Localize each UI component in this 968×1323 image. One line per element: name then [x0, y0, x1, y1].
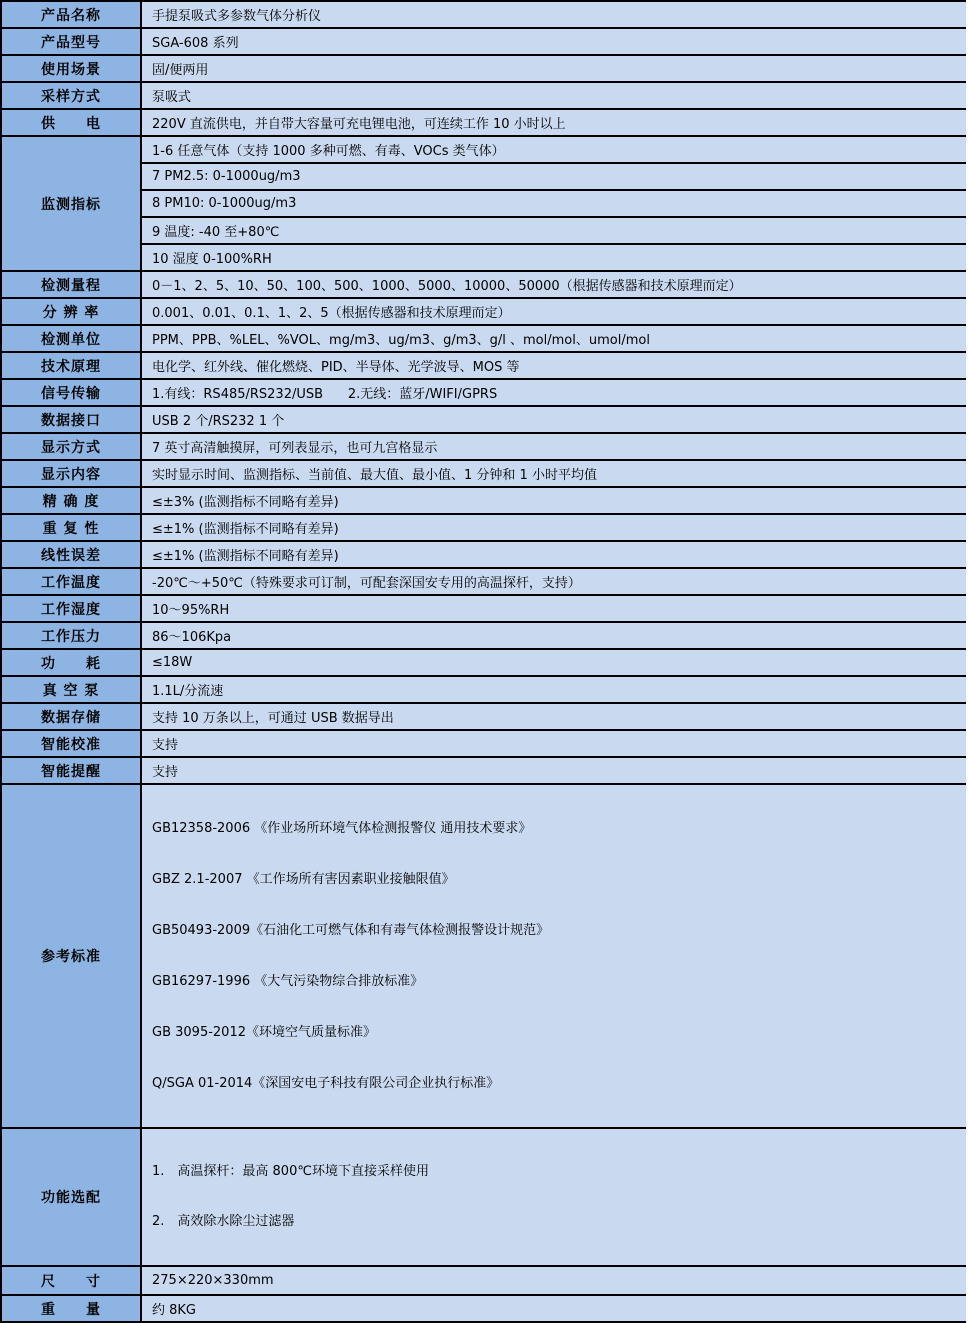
spec-label-working-pressure: 工作压力 [1, 622, 141, 649]
spec-value-monitoring-indicator-1: 1-6 任意气体（支持 1000 多种可燃、有毒、VOCs 类气体） [141, 136, 966, 163]
table-row [1, 190, 966, 217]
spec-value-accuracy: ≤±3% (监测指标不同略有差异) [141, 487, 966, 514]
spec-label-reference-standards: 参考标准 [1, 784, 141, 1128]
spec-label-repeatability: 重 复 性 [1, 514, 141, 541]
spec-value-monitoring-indicator-2: 7 PM2.5: 0-1000ug/m3 [141, 163, 966, 190]
spec-value-data-storage: 支持 10 万条以上，可通过 USB 数据导出 [141, 703, 966, 730]
spec-value-reference-standards [141, 784, 966, 1128]
standard-line: Q/SGA 01-2014《深国安电子科技有限公司企业执行标准》 [152, 1076, 500, 1091]
spec-label-technical-principle: 技术原理 [1, 352, 141, 379]
spec-label-resolution: 分 辨 率 [1, 298, 141, 325]
table-row [1, 1128, 966, 1266]
spec-value-working-temperature: -20℃～+50℃（特殊要求可订制，可配套深国安专用的高温探杆，支持） [141, 568, 966, 595]
standard-line: GB16297-1996 《大气污染物综合排放标准》 [152, 974, 424, 989]
table-row [1, 730, 966, 757]
spec-label-working-humidity: 工作湿度 [1, 595, 141, 622]
standard-line: GB 3095-2012《环境空气质量标准》 [152, 1025, 376, 1040]
table-row [1, 433, 966, 460]
spec-value-working-pressure: 86～106Kpa [141, 622, 966, 649]
spec-value-optional-features [141, 1128, 966, 1266]
spec-label-weight: 重 量 [1, 1295, 141, 1322]
spec-value-data-interface: USB 2 个/RS232 1 个 [141, 406, 966, 433]
spec-label-linearity-error: 线性误差 [1, 541, 141, 568]
table-row [1, 460, 966, 487]
spec-label-smart-calibration: 智能校准 [1, 730, 141, 757]
table-row [1, 406, 966, 433]
spec-label-detection-range: 检测量程 [1, 271, 141, 298]
spec-label-optional-features: 功能选配 [1, 1128, 141, 1266]
spec-value-technical-principle: 电化学、红外线、催化燃烧、PID、半导体、光学波导、MOS 等 [141, 352, 966, 379]
spec-value-repeatability: ≤±1% (监测指标不同略有差异) [141, 514, 966, 541]
spec-label-power-consumption: 功 耗 [1, 649, 141, 676]
spec-value-power-supply: 220V 直流供电，并自带大容量可充电锂电池，可连续工作 10 小时以上 [141, 109, 966, 136]
spec-label-dimensions: 尺 寸 [1, 1266, 141, 1295]
table-row [1, 514, 966, 541]
spec-label-product-name: 产品名称 [1, 1, 141, 28]
optional-feature-line: 2. 高效除水除尘过滤器 [152, 1214, 295, 1229]
table-row [1, 568, 966, 595]
spec-value-display-mode: 7 英寸高清触摸屏，可列表显示，也可九宫格显示 [141, 433, 966, 460]
spec-value-smart-reminder: 支持 [141, 757, 966, 784]
table-row [1, 379, 966, 406]
table-row [1, 55, 966, 82]
standard-line: GB50493-2009《石油化工可燃气体和有毒气体检测报警设计规范》 [152, 923, 550, 938]
table-row [1, 676, 966, 703]
table-row [1, 487, 966, 514]
spec-value-linearity-error: ≤±1% (监测指标不同略有差异) [141, 541, 966, 568]
spec-label-detection-units: 检测单位 [1, 325, 141, 352]
spec-value-resolution: 0.001、0.01、0.1、1、2、5（根据传感器和技术原理而定） [141, 298, 966, 325]
spec-value-monitoring-indicator-4: 9 温度: -40 至+80℃ [141, 217, 966, 244]
spec-value-signal-transmission: 1.有线：RS485/RS232/USB 2.无线：蓝牙/WIFI/GPRS [141, 379, 966, 406]
spec-value-product-name: 手提泵吸式多参数气体分析仪 [141, 1, 966, 28]
spec-label-usage-scenario: 使用场景 [1, 55, 141, 82]
table-row [1, 298, 966, 325]
spec-label-signal-transmission: 信号传输 [1, 379, 141, 406]
table-row [1, 109, 966, 136]
spec-label-working-temperature: 工作温度 [1, 568, 141, 595]
spec-value-usage-scenario: 固/便两用 [141, 55, 966, 82]
table-row [1, 82, 966, 109]
table-row [1, 352, 966, 379]
standard-line: GBZ 2.1-2007 《工作场所有害因素职业接触限值》 [152, 872, 455, 887]
spec-label-display-mode: 显示方式 [1, 433, 141, 460]
table-row [1, 703, 966, 730]
table-row [1, 163, 966, 190]
table-row [1, 784, 966, 1128]
spec-label-monitoring-indicators: 监测指标 [1, 136, 141, 271]
spec-value-dimensions: 275×220×330mm [141, 1266, 966, 1295]
table-row [1, 28, 966, 55]
spec-value-working-humidity: 10～95%RH [141, 595, 966, 622]
table-row [1, 649, 966, 676]
table-row [1, 541, 966, 568]
spec-value-detection-range: 0－1、2、5、10、50、100、500、1000、5000、10000、50000（根据传感器和技术原理而定） [141, 271, 966, 298]
table-row [1, 325, 966, 352]
spec-value-smart-calibration: 支持 [141, 730, 966, 757]
spec-value-monitoring-indicator-5: 10 湿度 0-100%RH [141, 244, 966, 271]
spec-value-product-model: SGA-608 系列 [141, 28, 966, 55]
spec-label-data-interface: 数据接口 [1, 406, 141, 433]
table-row [1, 1295, 966, 1322]
table-row [1, 136, 966, 163]
spec-label-data-storage: 数据存储 [1, 703, 141, 730]
spec-value-vacuum-pump: 1.1L/分流速 [141, 676, 966, 703]
spec-value-sampling-method: 泵吸式 [141, 82, 966, 109]
spec-label-vacuum-pump: 真 空 泵 [1, 676, 141, 703]
spec-value-detection-units: PPM、PPB、%LEL、%VOL、mg/m3、ug/m3、g/m3、g/l 、mol/mol、umol/mol [141, 325, 966, 352]
standard-line: GB12358-2006 《作业场所环境气体检测报警仪 通用技术要求》 [152, 821, 532, 836]
spec-value-power-consumption: ≤18W [141, 649, 966, 676]
table-row [1, 1266, 966, 1295]
spec-value-weight: 约 8KG [141, 1295, 966, 1322]
spec-label-accuracy: 精 确 度 [1, 487, 141, 514]
spec-value-monitoring-indicator-3: 8 PM10: 0-1000ug/m3 [141, 190, 966, 217]
table-row [1, 244, 966, 271]
optional-feature-line: 1. 高温探杆：最高 800℃环境下直接采样使用 [152, 1164, 429, 1179]
spec-label-sampling-method: 采样方式 [1, 82, 141, 109]
table-row [1, 622, 966, 649]
table-row [1, 217, 966, 244]
spec-label-display-content: 显示内容 [1, 460, 141, 487]
table-row [1, 271, 966, 298]
table-row [1, 1, 966, 28]
spec-label-product-model: 产品型号 [1, 28, 141, 55]
table-row [1, 757, 966, 784]
table-row [1, 595, 966, 622]
spec-value-display-content: 实时显示时间、监测指标、当前值、最大值、最小值、1 分钟和 1 小时平均值 [141, 460, 966, 487]
spec-label-power-supply: 供 电 [1, 109, 141, 136]
spec-label-smart-reminder: 智能提醒 [1, 757, 141, 784]
